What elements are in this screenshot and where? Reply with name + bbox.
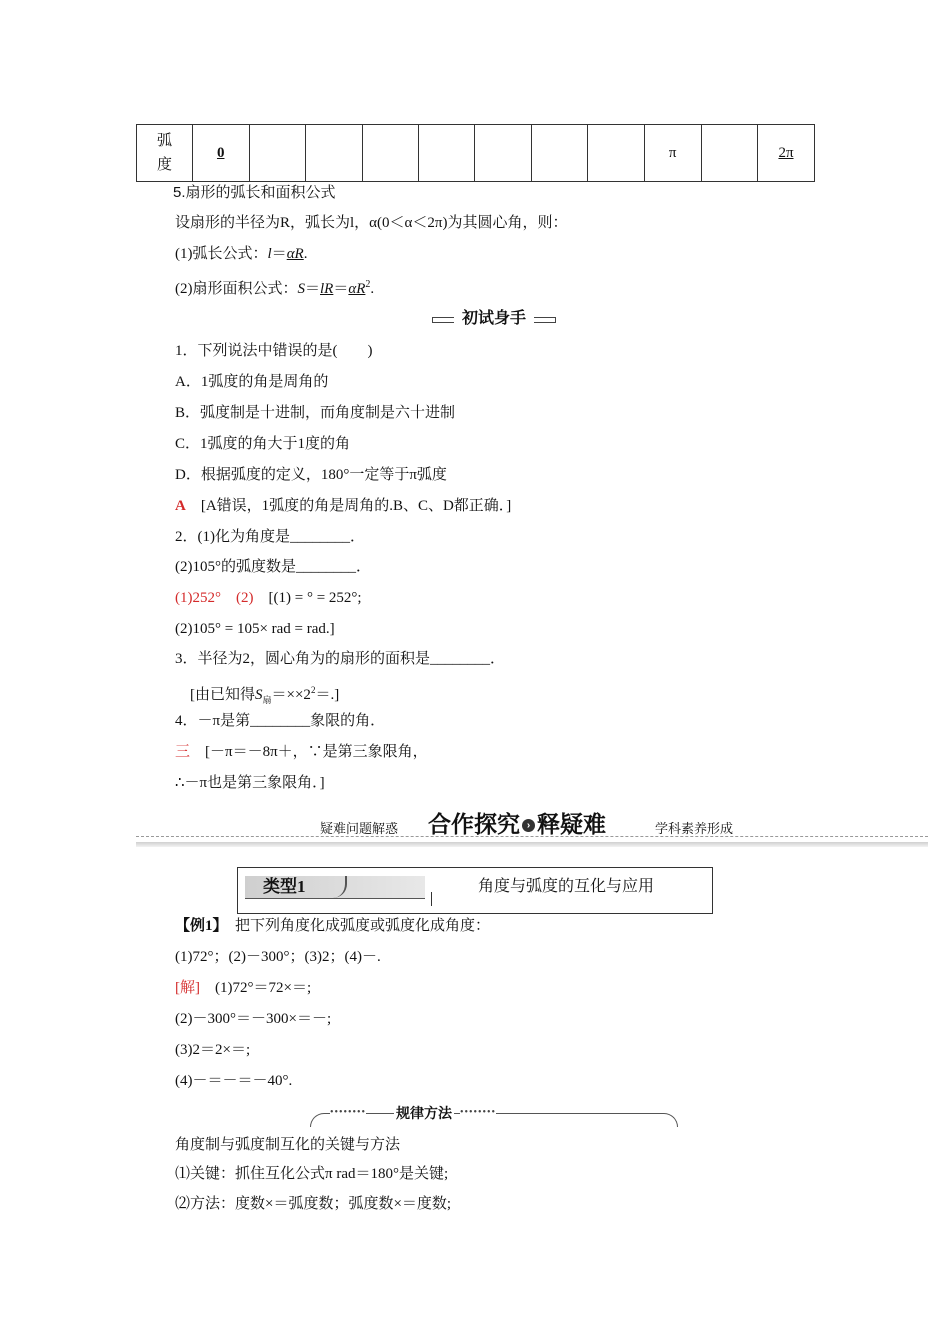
question-1-option-b: B．弧度制是十进制，而角度制是六十进制 — [175, 405, 456, 421]
question-2-explanation: (2)105° = 105× rad = rad.] — [175, 621, 335, 637]
method-label: 规律方法 — [396, 1105, 452, 1121]
formula-lhs: S — [297, 281, 305, 297]
table-cell — [362, 125, 418, 182]
question-3-stem: 3．半径为2，圆心角为的扇形的面积是________． — [175, 651, 506, 667]
example-1-stem — [175, 916, 490, 936]
answer-text: 三 — [175, 744, 191, 760]
question-4-stem: 4．－π是第________象限的角． — [175, 713, 386, 729]
example-1-items: (1)72°；(2)－300°；(3)2；(4)－. — [175, 949, 381, 965]
example-label: 【例1】 — [175, 918, 221, 934]
table-cell — [531, 125, 587, 182]
formula-label: (1)弧长公式： — [175, 246, 268, 262]
answer-text: (1)252° (2) — [175, 590, 254, 606]
solution-line-1 — [175, 978, 311, 998]
formula-end: . — [370, 281, 375, 297]
type-tag-curve — [331, 876, 347, 898]
method-line-1: ⑴关键：抓住互化公式π rad＝180°是关键; — [175, 1166, 449, 1182]
table-cell: π — [644, 125, 701, 182]
section-header-left: 疑难问题解惑 — [320, 821, 399, 836]
method-dots-left: •••••••• — [330, 1107, 367, 1118]
table-cell — [588, 125, 644, 182]
formula-eq: ＝ — [305, 281, 321, 297]
explanation-sub: 扇 — [262, 695, 272, 705]
section-header-main — [428, 810, 606, 838]
question-1-stem: 1．下列说法中错误的是( ) — [175, 343, 373, 359]
table-cell — [306, 125, 362, 182]
row-label: 弧 度 — [137, 125, 193, 182]
question-1-option-d: D．根据弧度的定义，180°一定等于π弧度 — [175, 467, 447, 483]
question-2-answer — [175, 588, 362, 608]
type-title: 角度与弧度的互化与应用 — [478, 878, 655, 895]
section-divider-shadow — [136, 842, 928, 847]
radian-table — [136, 124, 815, 182]
formula-rhs: αR — [286, 246, 304, 262]
formula-lhs: l — [267, 246, 272, 262]
question-1-answer — [175, 496, 511, 516]
explanation-text: ＝××2 — [271, 687, 311, 703]
banner-label: 初试身手 — [454, 309, 534, 329]
table-cell: 0 — [192, 125, 249, 182]
question-4-explanation: ∴－π也是第三象限角．] — [175, 775, 325, 791]
table-cell — [418, 125, 474, 182]
solution-line-2: (2)－300°＝－300×＝－; — [175, 1011, 332, 1027]
formula-end: . — [303, 246, 308, 262]
answer-letter: A — [175, 498, 186, 514]
formula-rhs: αR — [348, 281, 366, 297]
method-line-2: ⑵方法：度数×＝弧度数；弧度数×＝度数; — [175, 1196, 452, 1212]
formula-sector-area — [175, 275, 374, 299]
question-2-part-1: 2．(1)化为角度是________． — [175, 529, 365, 545]
formula-arc-length — [175, 244, 307, 264]
method-title: 角度制与弧度制互化的关键与方法 — [175, 1137, 401, 1153]
explanation-text: ＝.] — [315, 687, 340, 703]
formula-sup: 2 — [365, 279, 371, 290]
section-header-right: 学科素养形成 — [655, 821, 734, 836]
answer-explanation: [A错误，1弧度的角是周角的.B、C、D都正确．] — [200, 498, 512, 514]
method-dots-right: •••••••• — [460, 1107, 497, 1118]
question-1-option-c: C．1弧度的角大于1度的角 — [175, 436, 351, 452]
solution-line-4: (4)－＝－＝－40°. — [175, 1073, 293, 1089]
formula-eq: ＝ — [271, 246, 287, 262]
question-3-explanation — [190, 680, 339, 710]
section-header-main-1: 合作探究 — [428, 811, 520, 837]
example-text: 把下列角度化成弧度或弧度化成角度： — [235, 918, 491, 934]
table-row — [137, 125, 815, 182]
table-cell: 2π — [758, 125, 815, 182]
table-cell — [249, 125, 305, 182]
question-4-answer — [175, 742, 428, 762]
table-cell — [475, 125, 531, 182]
section-header-main-2: 释疑难 — [537, 811, 606, 837]
solution-text: (1)72°＝72×＝; — [215, 980, 312, 996]
chevron-right-icon: › — [522, 819, 535, 832]
type-box — [237, 867, 713, 914]
section-divider — [136, 836, 928, 837]
section-intro: 设扇形的半径为R，弧长为l，α(0＜α＜2π)为其圆心角，则： — [175, 215, 568, 231]
solution-line-3: (3)2＝2×＝; — [175, 1042, 251, 1058]
type-tag-label: 类型1 — [263, 877, 306, 896]
answer-explanation: [(1) = ° = 252°; — [268, 590, 362, 606]
solution-label: [解] — [175, 980, 200, 996]
formula-eq: ＝ — [333, 281, 349, 297]
banner-first-try — [432, 309, 556, 329]
method-banner — [310, 1103, 680, 1127]
explanation-var: S — [255, 687, 263, 703]
formula-mid: lR — [320, 281, 334, 297]
table-cell — [701, 125, 757, 182]
type-tag-stem — [431, 892, 432, 906]
explanation-text: [由已知得 — [190, 687, 255, 703]
type-tag — [245, 876, 425, 899]
question-2-part-2: (2)105°的弧度数是________． — [175, 559, 371, 575]
explanation-sup: 2 — [310, 685, 316, 695]
formula-label: (2)扇形面积公式： — [175, 281, 298, 297]
section-title: 5.扇形的弧长和面积公式 — [173, 184, 336, 201]
question-1-option-a: A．1弧度的角是周角的 — [175, 374, 329, 390]
answer-explanation: [－π＝－8π＋，∵是第三象限角， — [205, 744, 428, 760]
